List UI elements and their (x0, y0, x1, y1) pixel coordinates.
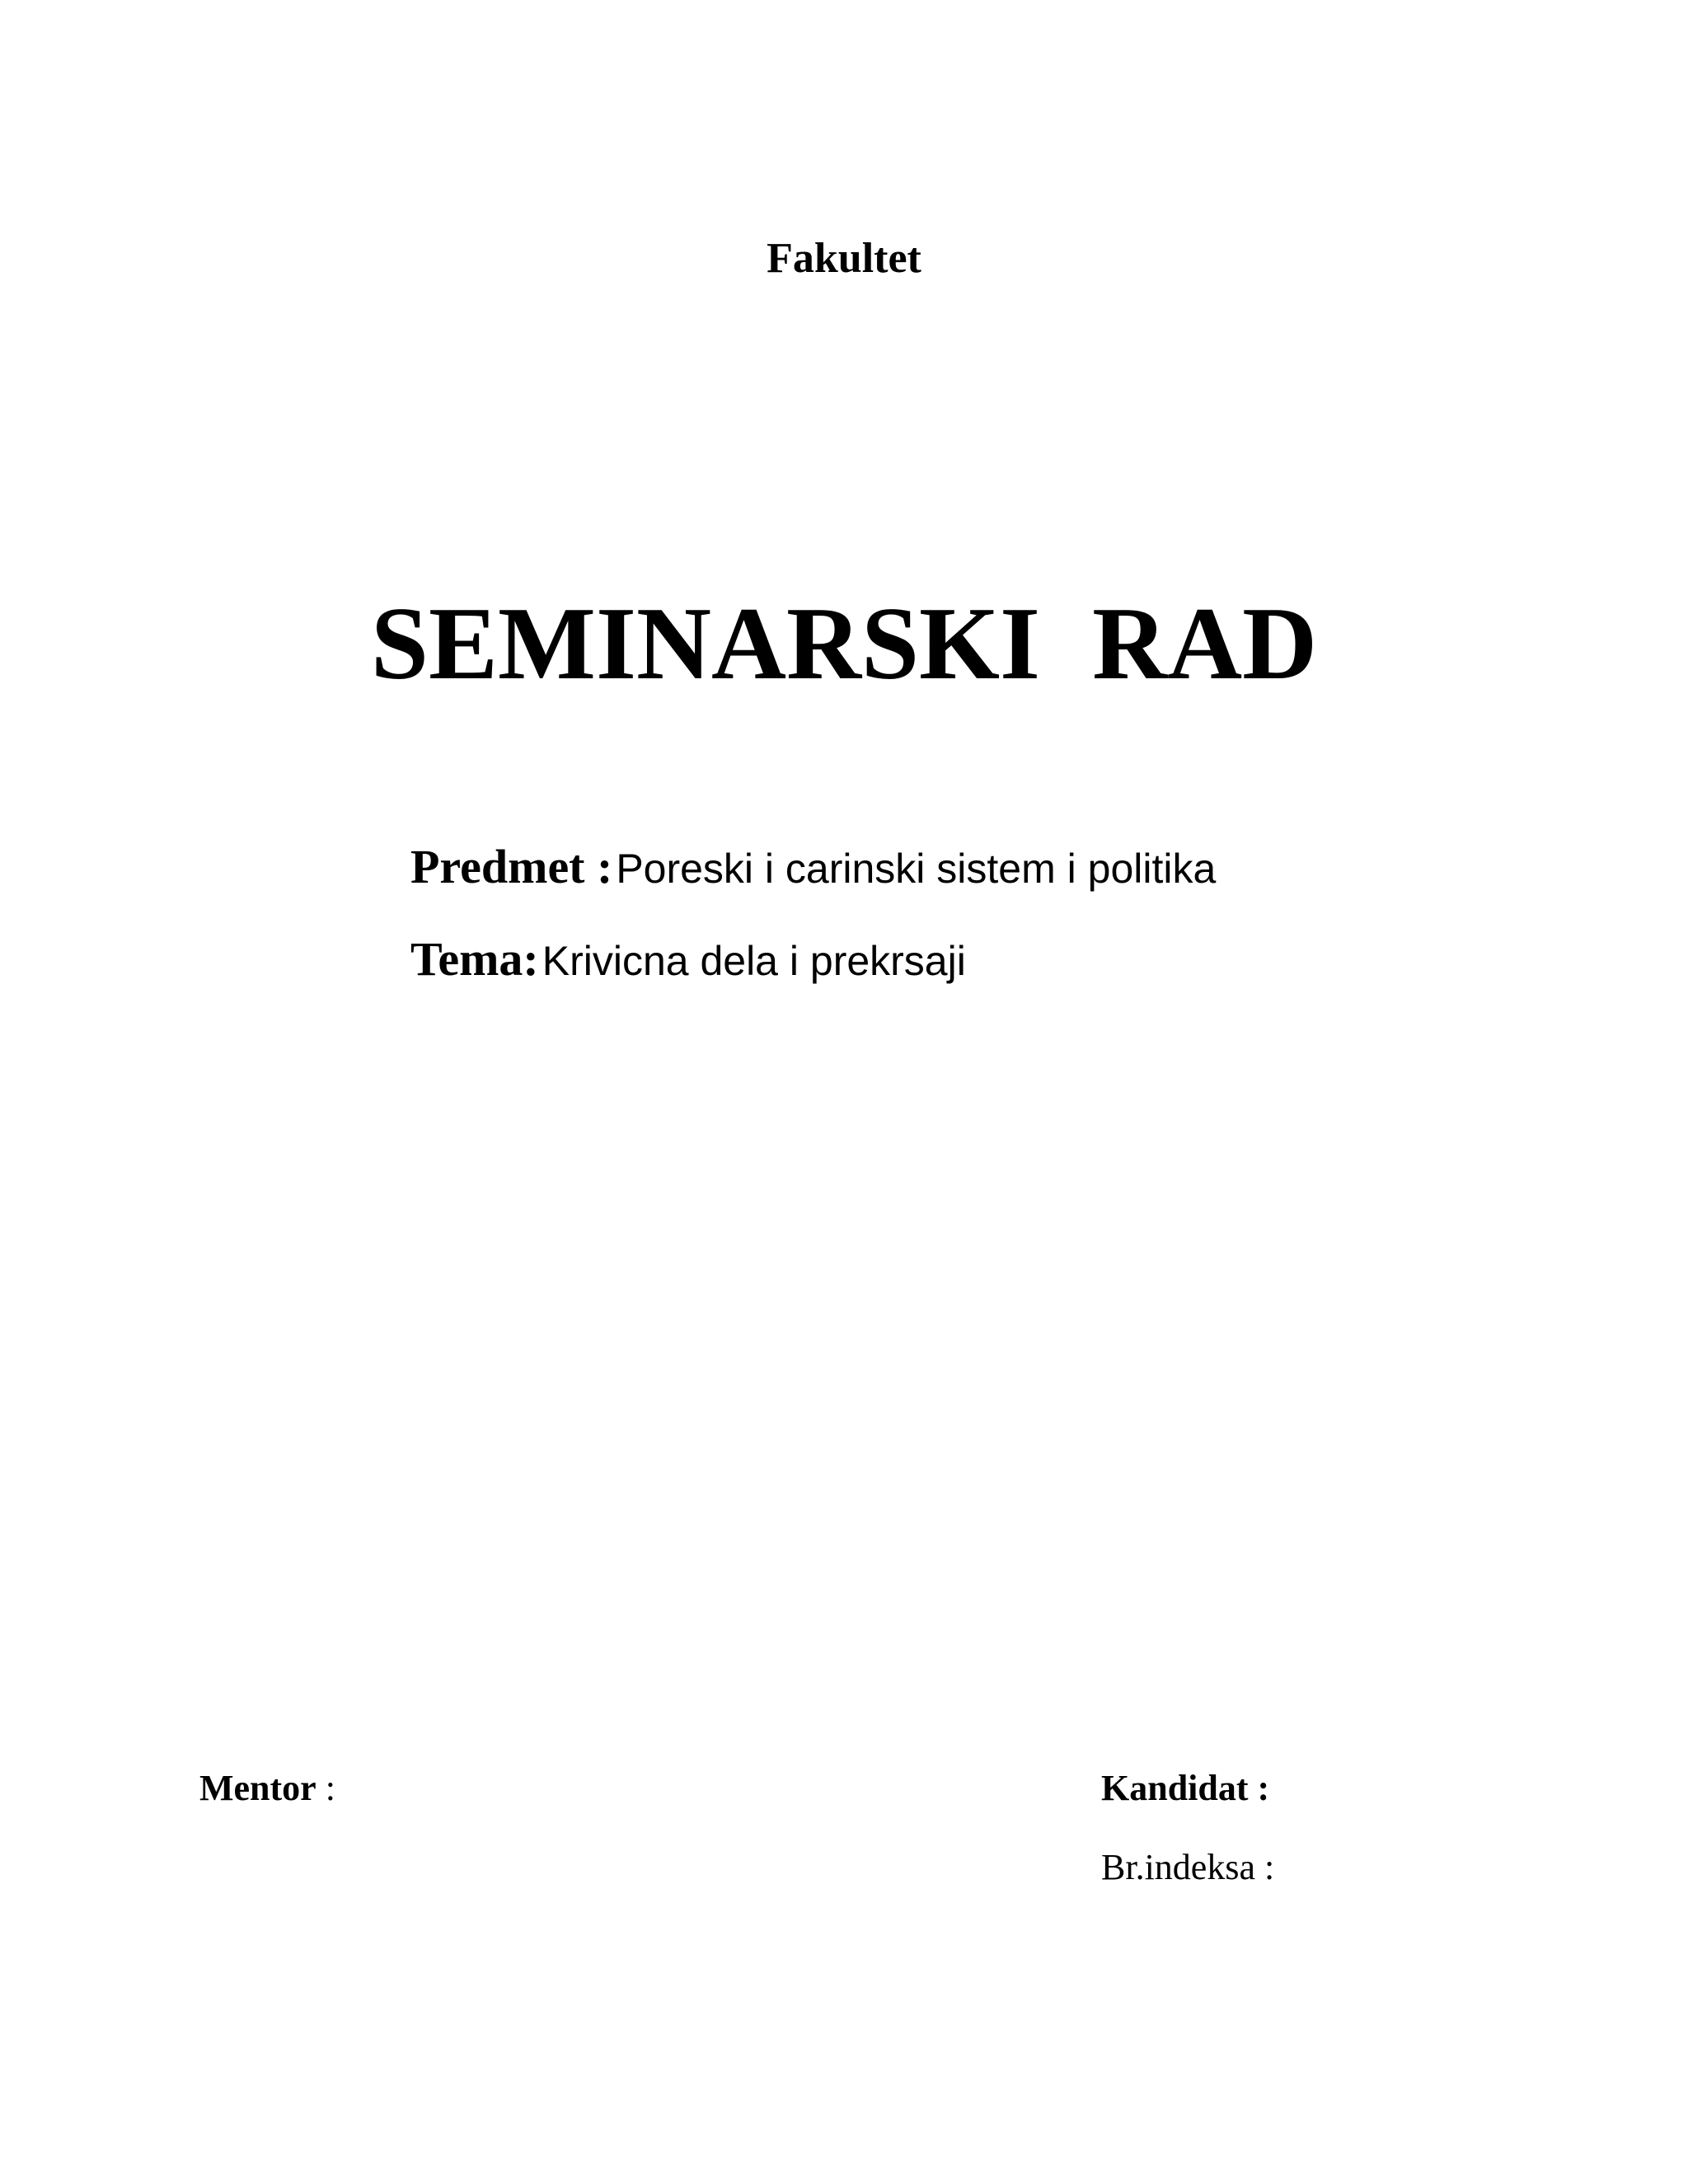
topic-value: Krivicna dela i prekrsaji (542, 938, 966, 984)
topic-label: Tema: (410, 932, 539, 986)
mentor-label: Mentor (199, 1768, 316, 1808)
subject-label: Predmet : (410, 840, 613, 893)
mentor-field (199, 1765, 335, 1811)
candidate-label: Kandidat : (1101, 1768, 1270, 1808)
subject-value: Poreski i carinski sistem i politika (616, 846, 1217, 892)
subject-line (410, 837, 1216, 909)
document-title: SEMINARSKI RAD (370, 587, 1318, 701)
faculty-heading: Fakultet (767, 235, 921, 282)
mentor-colon: : (325, 1768, 335, 1808)
index-number-label: Br.indeksa : (1101, 1847, 1275, 1887)
topic-line (410, 930, 966, 1001)
